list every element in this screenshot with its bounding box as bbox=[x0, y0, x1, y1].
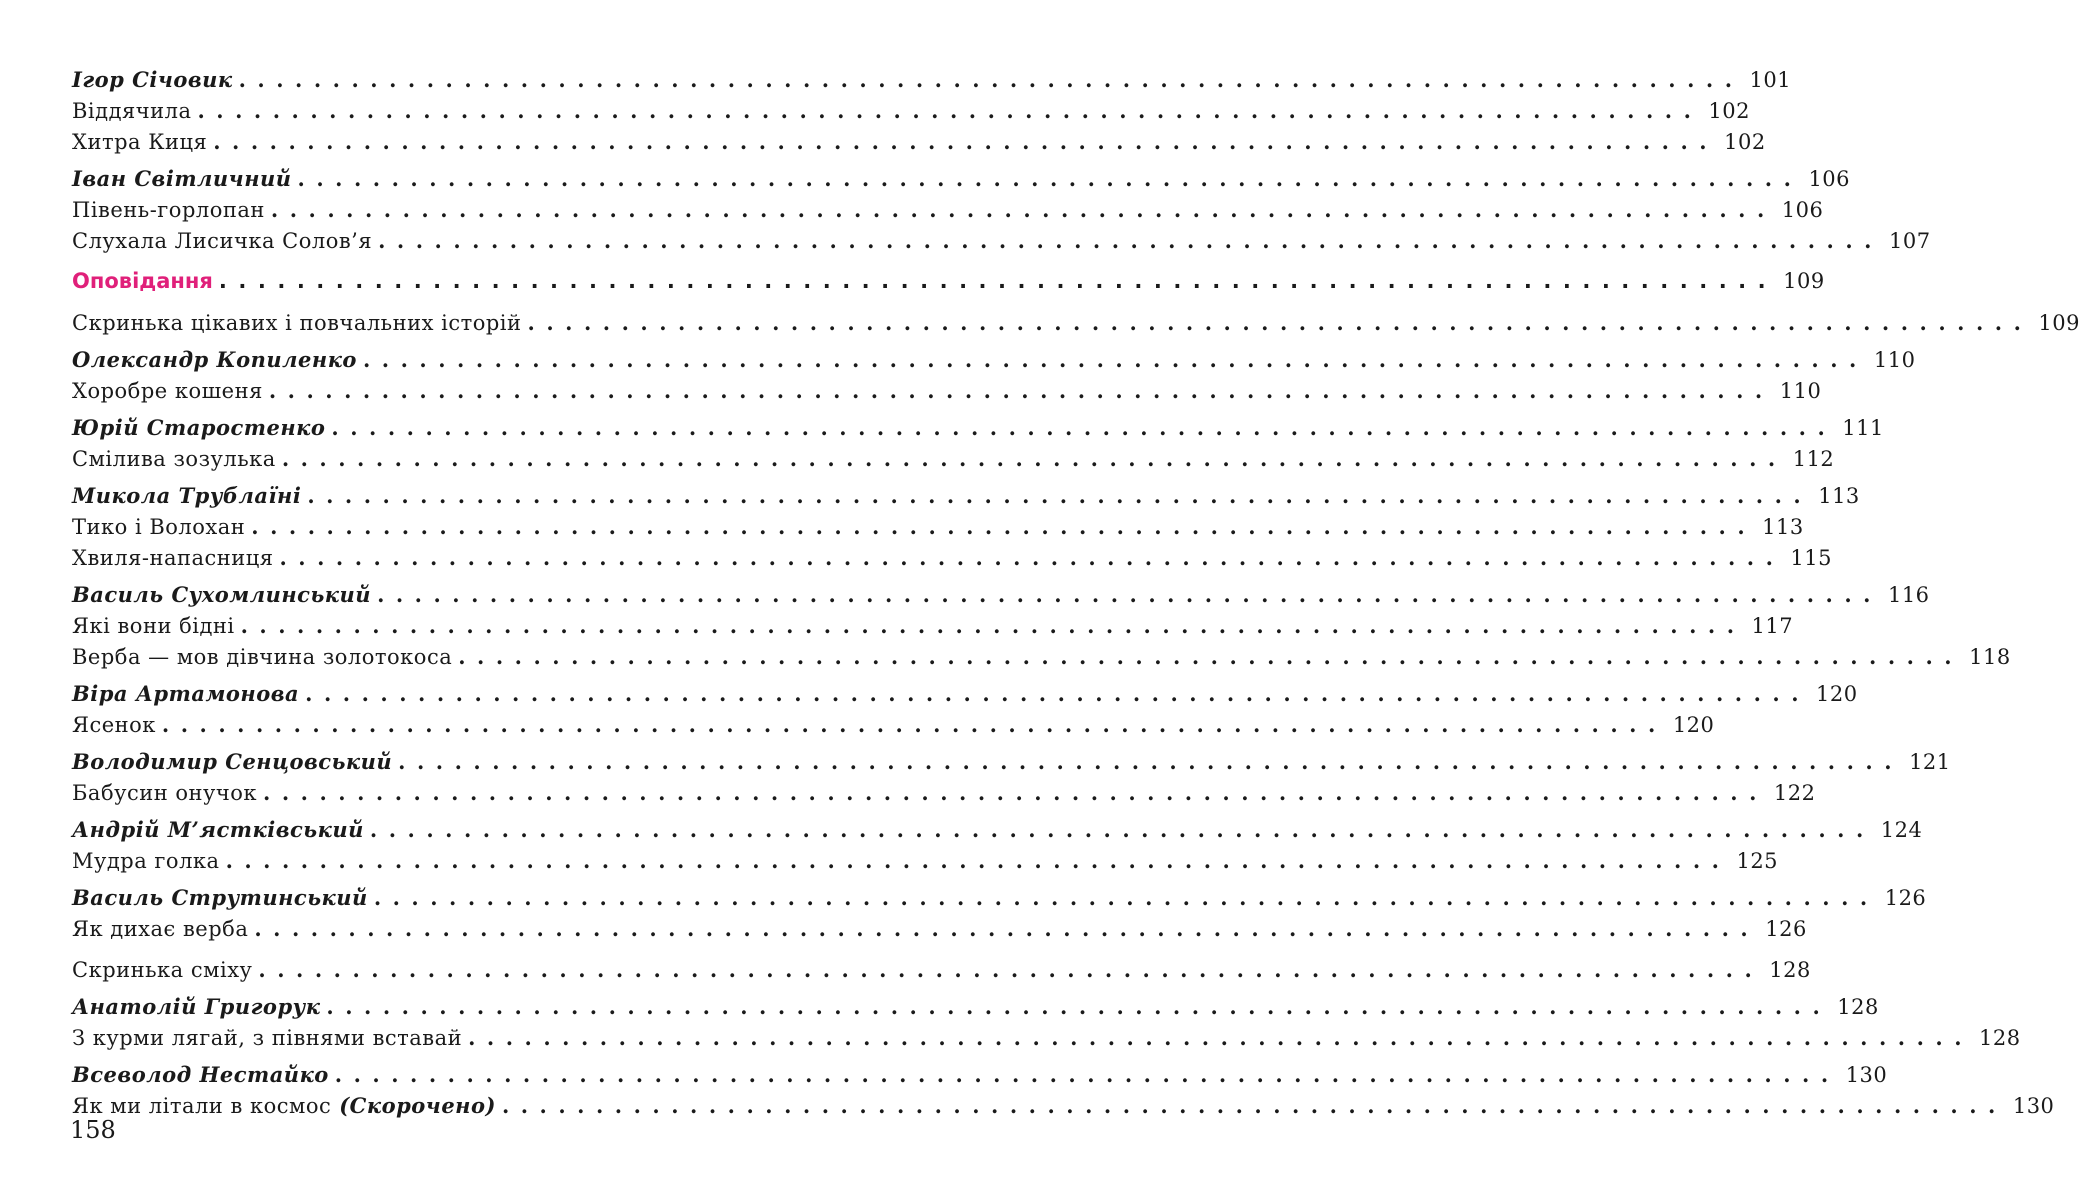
dot-leader: ................................................................................ bbox=[238, 67, 1744, 92]
toc-author-entry bbox=[72, 1059, 1888, 1090]
toc-page-ref: 111 bbox=[1842, 416, 1884, 440]
toc-page-ref: 117 bbox=[1751, 614, 1794, 638]
toc-author-entry bbox=[72, 991, 1879, 1022]
dot-leader: ................................................................................ bbox=[373, 885, 1879, 910]
toc-section-heading bbox=[72, 266, 1825, 297]
toc-page-ref: 109 bbox=[2038, 311, 2080, 335]
dot-leader: ................................................................................ bbox=[161, 712, 1667, 737]
toc-author-entry bbox=[72, 746, 1951, 777]
toc-work-entry bbox=[72, 511, 1804, 542]
toc-entry-title: Бабусин онучок bbox=[72, 781, 258, 805]
toc-page-ref: 122 bbox=[1773, 781, 1816, 805]
dot-leader: ................................................................................ bbox=[468, 1025, 1974, 1050]
toc-subsection-heading bbox=[72, 307, 2080, 338]
toc-page-ref: 128 bbox=[1979, 1026, 2021, 1050]
toc-work-entry bbox=[72, 443, 1835, 474]
toc-work-entry bbox=[72, 845, 1779, 876]
toc-work-entry bbox=[72, 610, 1794, 641]
toc-work-entry bbox=[72, 375, 1822, 406]
toc-subsection-heading bbox=[72, 954, 1811, 985]
toc-author-entry bbox=[72, 412, 1884, 443]
toc-entry-title: Які вони бідні bbox=[72, 614, 235, 638]
toc-work-entry bbox=[72, 913, 1807, 944]
toc-entry-title: Всеволод Нестайко bbox=[72, 1062, 329, 1087]
toc-entry-title: Оповідання bbox=[72, 269, 213, 293]
toc-page-ref: 125 bbox=[1736, 849, 1779, 873]
toc-page-ref: 116 bbox=[1887, 583, 1930, 607]
toc-page-ref: 113 bbox=[1818, 484, 1860, 508]
toc-page-ref: 124 bbox=[1880, 818, 1923, 842]
dot-leader: ................................................................................ bbox=[307, 483, 1813, 508]
toc-entry-title: Василь Сухомлинський bbox=[72, 582, 372, 607]
toc-entry-title: Віра Артамонова bbox=[72, 681, 300, 706]
toc-entry-title: Смілива зозулька bbox=[72, 447, 276, 471]
page-number: 158 bbox=[70, 1116, 116, 1144]
toc-page-ref: 115 bbox=[1790, 546, 1832, 570]
toc-entry-title: Півень-горлопан bbox=[72, 198, 265, 222]
dot-leader: ................................................................................ bbox=[251, 514, 1757, 539]
toc-author-entry bbox=[72, 344, 1916, 375]
toc-page-ref: 110 bbox=[1873, 348, 1916, 372]
toc-entry-title: Хитра Киця bbox=[72, 130, 208, 154]
dot-leader: ................................................................................ bbox=[378, 228, 1883, 253]
toc-author-entry bbox=[72, 882, 1927, 913]
toc-entry-title: Скринька сміху bbox=[72, 958, 253, 982]
dot-leader: ................................................................................ bbox=[197, 98, 1703, 123]
toc-work-entry bbox=[72, 225, 1931, 256]
dot-leader: ................................................................................ bbox=[281, 446, 1787, 471]
toc-page-ref: 113 bbox=[1762, 515, 1804, 539]
toc-work-entry bbox=[72, 194, 1824, 225]
dot-leader: ................................................................................ bbox=[258, 957, 1764, 982]
dot-leader: ................................................................................ bbox=[458, 644, 1964, 669]
toc-page-ref: 128 bbox=[1769, 958, 1811, 982]
dot-leader: ................................................................................ bbox=[377, 582, 1882, 607]
toc-entry-title: З курми лягай, з півнями вставай bbox=[72, 1026, 463, 1050]
toc-entry-note: (Скорочено) bbox=[339, 1093, 496, 1118]
toc-entry-title: Микола Трублаїні bbox=[72, 483, 302, 508]
dot-leader: ................................................................................ bbox=[331, 415, 1837, 440]
toc-entry-title: Скринька цікавих і повчальних історій bbox=[72, 311, 522, 335]
toc-page-ref: 109 bbox=[1783, 269, 1825, 293]
toc-entry-title: Володимир Сенцовський bbox=[72, 749, 393, 774]
toc-entry-title: Юрій Старостенко bbox=[72, 415, 326, 440]
toc-page-ref: 112 bbox=[1792, 447, 1835, 471]
toc-entry-title: Як ми літали в космос bbox=[72, 1094, 332, 1118]
toc-author-entry bbox=[72, 64, 1792, 95]
toc-entry-title: Андрій М’ястківський bbox=[72, 817, 364, 842]
toc-work-entry bbox=[72, 1022, 2021, 1053]
toc-work-entry bbox=[72, 542, 1832, 573]
dot-leader: ................................................................................ bbox=[527, 310, 2033, 335]
toc-author-entry bbox=[72, 814, 1923, 845]
toc-entry-title: Тико і Волохан bbox=[72, 515, 246, 539]
toc-work-entry bbox=[72, 709, 1715, 740]
toc-work-entry bbox=[72, 126, 1766, 157]
toc-entry-title: Віддячила bbox=[72, 99, 192, 123]
dot-leader: ................................................................................ bbox=[218, 269, 1778, 293]
dot-leader: ................................................................................ bbox=[263, 780, 1768, 805]
dot-leader: ................................................................................ bbox=[305, 681, 1811, 706]
toc-entry-title: Іван Світличний bbox=[72, 166, 292, 191]
dot-leader: ................................................................................ bbox=[279, 545, 1785, 570]
toc-entry-title: Хвиля-напасниця bbox=[72, 546, 274, 570]
dot-leader: ................................................................................ bbox=[334, 1062, 1840, 1087]
dot-leader: ................................................................................ bbox=[240, 613, 1746, 638]
toc-work-entry bbox=[72, 1090, 2055, 1121]
toc-author-entry bbox=[72, 480, 1860, 511]
dot-leader: ................................................................................ bbox=[501, 1093, 2007, 1118]
toc-work-entry bbox=[72, 777, 1816, 808]
toc-page-ref: 102 bbox=[1724, 130, 1766, 154]
toc-page-ref: 102 bbox=[1708, 99, 1750, 123]
toc-page-ref: 130 bbox=[2012, 1094, 2055, 1118]
toc-page-ref: 106 bbox=[1781, 198, 1824, 222]
toc-page-ref: 118 bbox=[1969, 645, 2011, 669]
dot-leader: ................................................................................ bbox=[297, 166, 1803, 191]
toc-page-ref: 130 bbox=[1845, 1063, 1888, 1087]
toc-page-ref: 126 bbox=[1765, 917, 1807, 941]
toc-entry-title: Слухала Лисичка Солов’я bbox=[72, 229, 373, 253]
toc-page-ref: 128 bbox=[1837, 995, 1879, 1019]
table-of-contents bbox=[72, 64, 2080, 1121]
dot-leader: ................................................................................ bbox=[369, 817, 1875, 842]
toc-entry-title: Хоробре кошеня bbox=[72, 379, 263, 403]
toc-entry-title: Анатолій Григорук bbox=[72, 994, 321, 1019]
toc-page-ref: 107 bbox=[1888, 229, 1931, 253]
toc-entry-title: Ігор Січовик bbox=[72, 67, 233, 92]
toc-author-entry bbox=[72, 579, 1930, 610]
toc-page-ref: 120 bbox=[1816, 682, 1858, 706]
dot-leader: ................................................................................ bbox=[225, 848, 1731, 873]
toc-entry-title: Як дихає верба bbox=[72, 917, 249, 941]
dot-leader: ................................................................................ bbox=[268, 378, 1774, 403]
toc-page-ref: 126 bbox=[1884, 886, 1927, 910]
dot-leader: ................................................................................ bbox=[398, 749, 1904, 774]
toc-work-entry bbox=[72, 641, 2011, 672]
toc-page-ref: 110 bbox=[1779, 379, 1822, 403]
toc-page-ref: 121 bbox=[1909, 750, 1951, 774]
dot-leader: ................................................................................ bbox=[213, 129, 1719, 154]
toc-author-entry bbox=[72, 678, 1858, 709]
toc-entry-title: Олександр Копиленко bbox=[72, 347, 357, 372]
dot-leader: ................................................................................ bbox=[254, 916, 1760, 941]
dot-leader: ................................................................................ bbox=[362, 347, 1868, 372]
toc-work-entry bbox=[72, 95, 1750, 126]
toc-page-ref: 101 bbox=[1749, 68, 1792, 92]
toc-entry-title: Ясенок bbox=[72, 713, 156, 737]
dot-leader: ................................................................................ bbox=[270, 197, 1776, 222]
toc-entry-title: Василь Струтинський bbox=[72, 885, 368, 910]
toc-page-ref: 120 bbox=[1672, 713, 1715, 737]
toc-entry-title: Мудра голка bbox=[72, 849, 220, 873]
dot-leader: ................................................................................ bbox=[326, 994, 1832, 1019]
toc-page-ref: 106 bbox=[1808, 167, 1851, 191]
toc-entry-title: Верба — мов дівчина золотокоса bbox=[72, 645, 453, 669]
toc-author-entry bbox=[72, 163, 1851, 194]
